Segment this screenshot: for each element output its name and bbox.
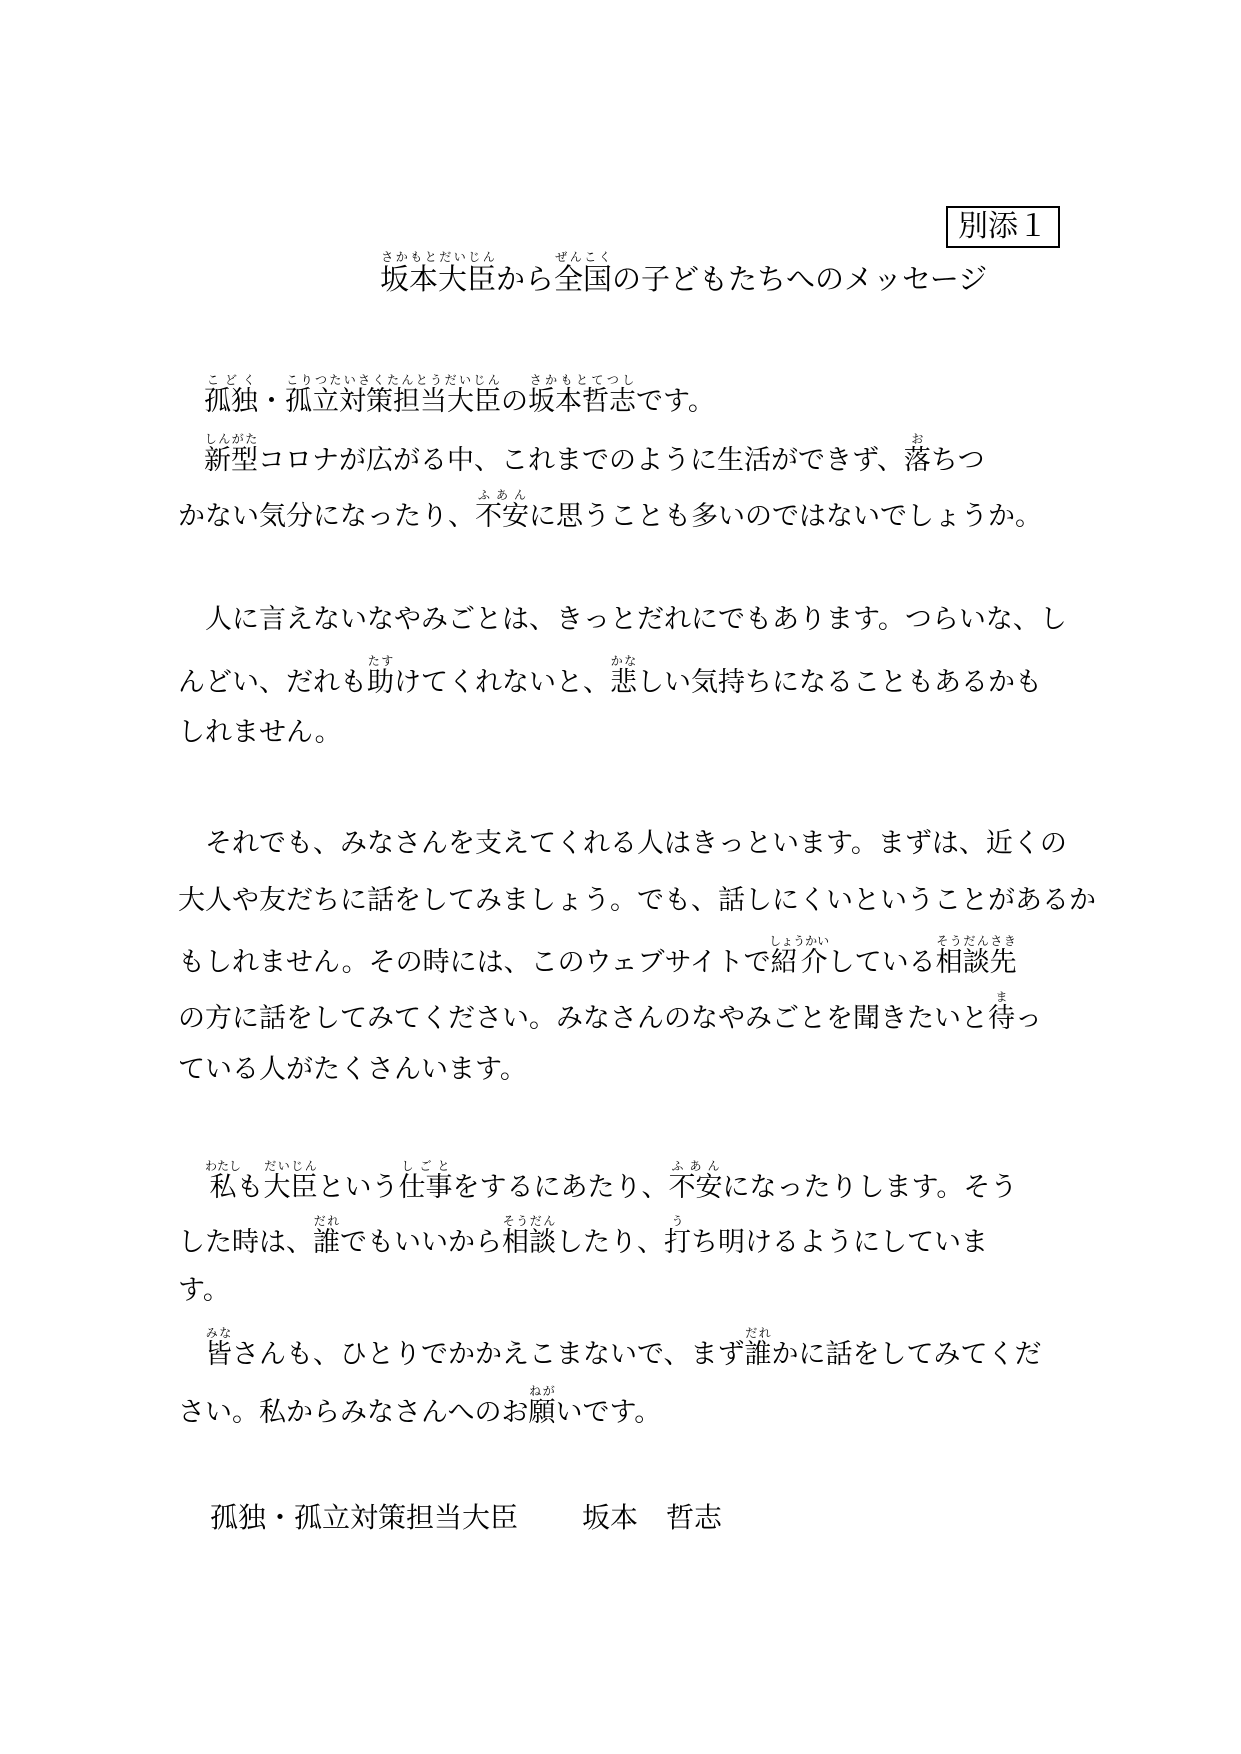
para4-line-1: 私わたしも大臣だいじんという仕事しごとをするにあたり、不安ふあんになったりします。そう <box>205 1159 1018 1203</box>
para5-line-2: さい。私からみなさんへのお願ねがいです。 <box>178 1384 662 1428</box>
para3-line-1: それでも、みなさんを支えてくれる人はきっといます。まずは、近くの <box>205 828 1067 859</box>
para2-line-3: しれません。 <box>178 717 342 748</box>
para3-line-4: の方に話をしてみてください。みなさんのなやみごとを聞きたいと待まっ <box>178 990 1042 1034</box>
para2-line-1: 人に言えないなやみごとは、きっとだれにでもあります。つらいな、し <box>205 604 1067 635</box>
title-ruby-1: 坂本大臣さかもとだいじん <box>380 250 497 296</box>
intro-line-1: 孤独こどく・孤立対策担当大臣こりつたいさくたんとうだいじんの坂本哲志さかもとてつしです。 <box>204 373 715 417</box>
signature <box>210 1498 722 1538</box>
signature-title: 孤独・孤立対策担当大臣 <box>210 1501 519 1534</box>
para3-line-2: 大人や友だちに話をしてみましょう。でも、話しにくいということがあるか <box>178 885 1096 916</box>
title-ruby-2: 全国ぜんこく <box>554 250 613 296</box>
para3-line-5: ている人がたくさんいます。 <box>178 1054 527 1085</box>
para5-line-1: 皆みなさんも、ひとりでかかえこまないで、まず誰だれかに話をしてみてくだ <box>205 1326 1042 1370</box>
para4-line-2: した時は、誰だれでもいいから相談そうだんしたり、打うち明けるようにしていま <box>178 1214 988 1258</box>
attachment-label: 別添１ <box>946 206 1060 248</box>
signature-name: 坂本 哲志 <box>582 1501 723 1534</box>
para3-line-3: もしれません。その時には、このウェブサイトで紹介しょうかいしている相談先そうだんさき <box>178 934 1017 978</box>
para2-line-2: んどい、だれも助たすけてくれないと、悲かなしい気持ちになることもあるかも <box>178 654 1042 698</box>
intro-line-3: かない気分になったり、不安ふあんに思うことも多いのではないでしょうか。 <box>178 488 1042 532</box>
page-title: 坂本大臣さかもとだいじんから全国ぜんこくの子どもたちへのメッセージ <box>380 250 988 296</box>
intro-line-2: 新型しんがたコロナが広がる中、これまでのように生活ができず、落おちつ <box>204 432 985 476</box>
para4-line-3: す。 <box>178 1275 230 1306</box>
